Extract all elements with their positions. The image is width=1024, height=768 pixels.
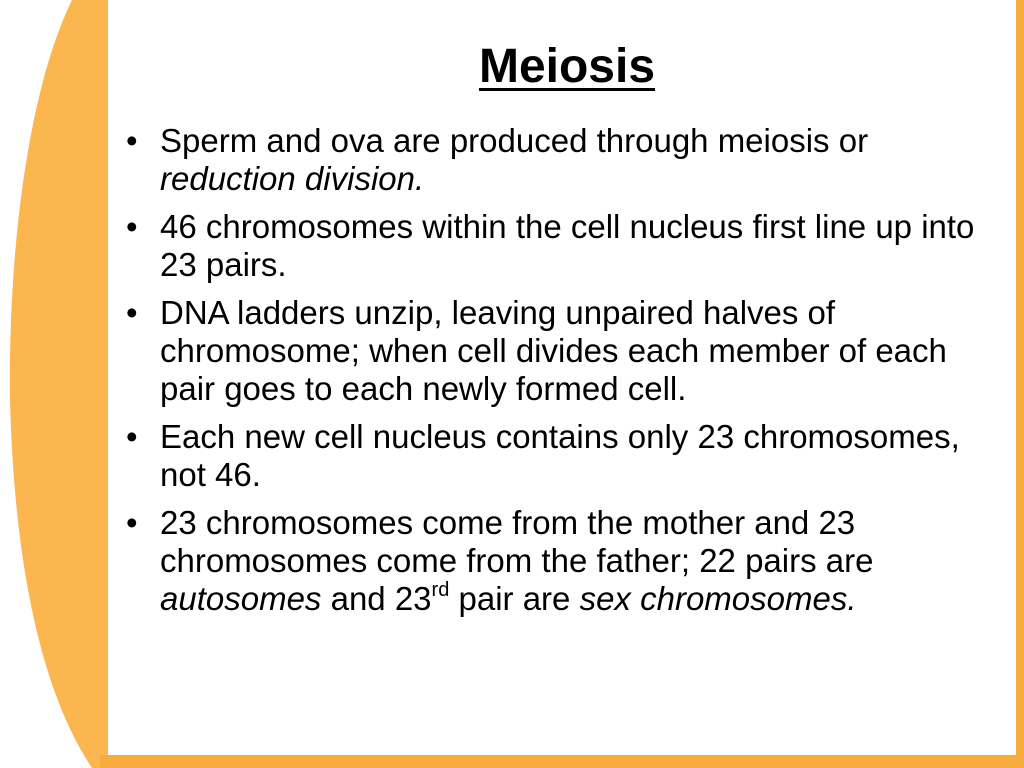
bullet-item	[120, 418, 980, 494]
bullet-text: Sperm and ova are produced through meiosis or	[160, 122, 869, 159]
bullet-dot: •	[126, 504, 138, 541]
bullet-dot: •	[126, 208, 138, 245]
orange-bottom-border	[100, 755, 1024, 768]
bullet-text: and 23	[321, 580, 432, 617]
bullet-text: pair are	[449, 580, 580, 617]
bullet-italic-text: sex chromosomes.	[579, 580, 857, 617]
bullet-list	[120, 122, 980, 628]
bullet-text: 23 chromosomes come from the mother and 23 chromosomes come from the father; 22 pairs are	[160, 504, 874, 579]
bullet-item	[120, 504, 980, 618]
bullet-italic-text: autosomes	[160, 580, 322, 617]
bullet-text: DNA ladders unzip, leaving unpaired halves of chromosome; when cell divides each member of each pair goes to each newly formed cell.	[160, 294, 947, 407]
orange-right-border	[1016, 0, 1024, 768]
bullet-dot: •	[126, 294, 138, 331]
superscript-text: rd	[431, 579, 450, 601]
bullet-item	[120, 294, 980, 408]
orange-curved-band	[10, 0, 108, 768]
bullet-italic-text: reduction division.	[160, 160, 425, 197]
slide-title: Meiosis	[478, 40, 656, 93]
bullet-item	[120, 208, 980, 284]
bullet-dot: •	[126, 418, 138, 455]
bullet-item	[120, 122, 980, 198]
bullet-dot: •	[126, 122, 138, 159]
bullet-text: 46 chromosomes within the cell nucleus first line up into 23 pairs.	[160, 208, 975, 283]
bullet-text: Each new cell nucleus contains only 23 chromosomes, not 46.	[160, 418, 960, 493]
